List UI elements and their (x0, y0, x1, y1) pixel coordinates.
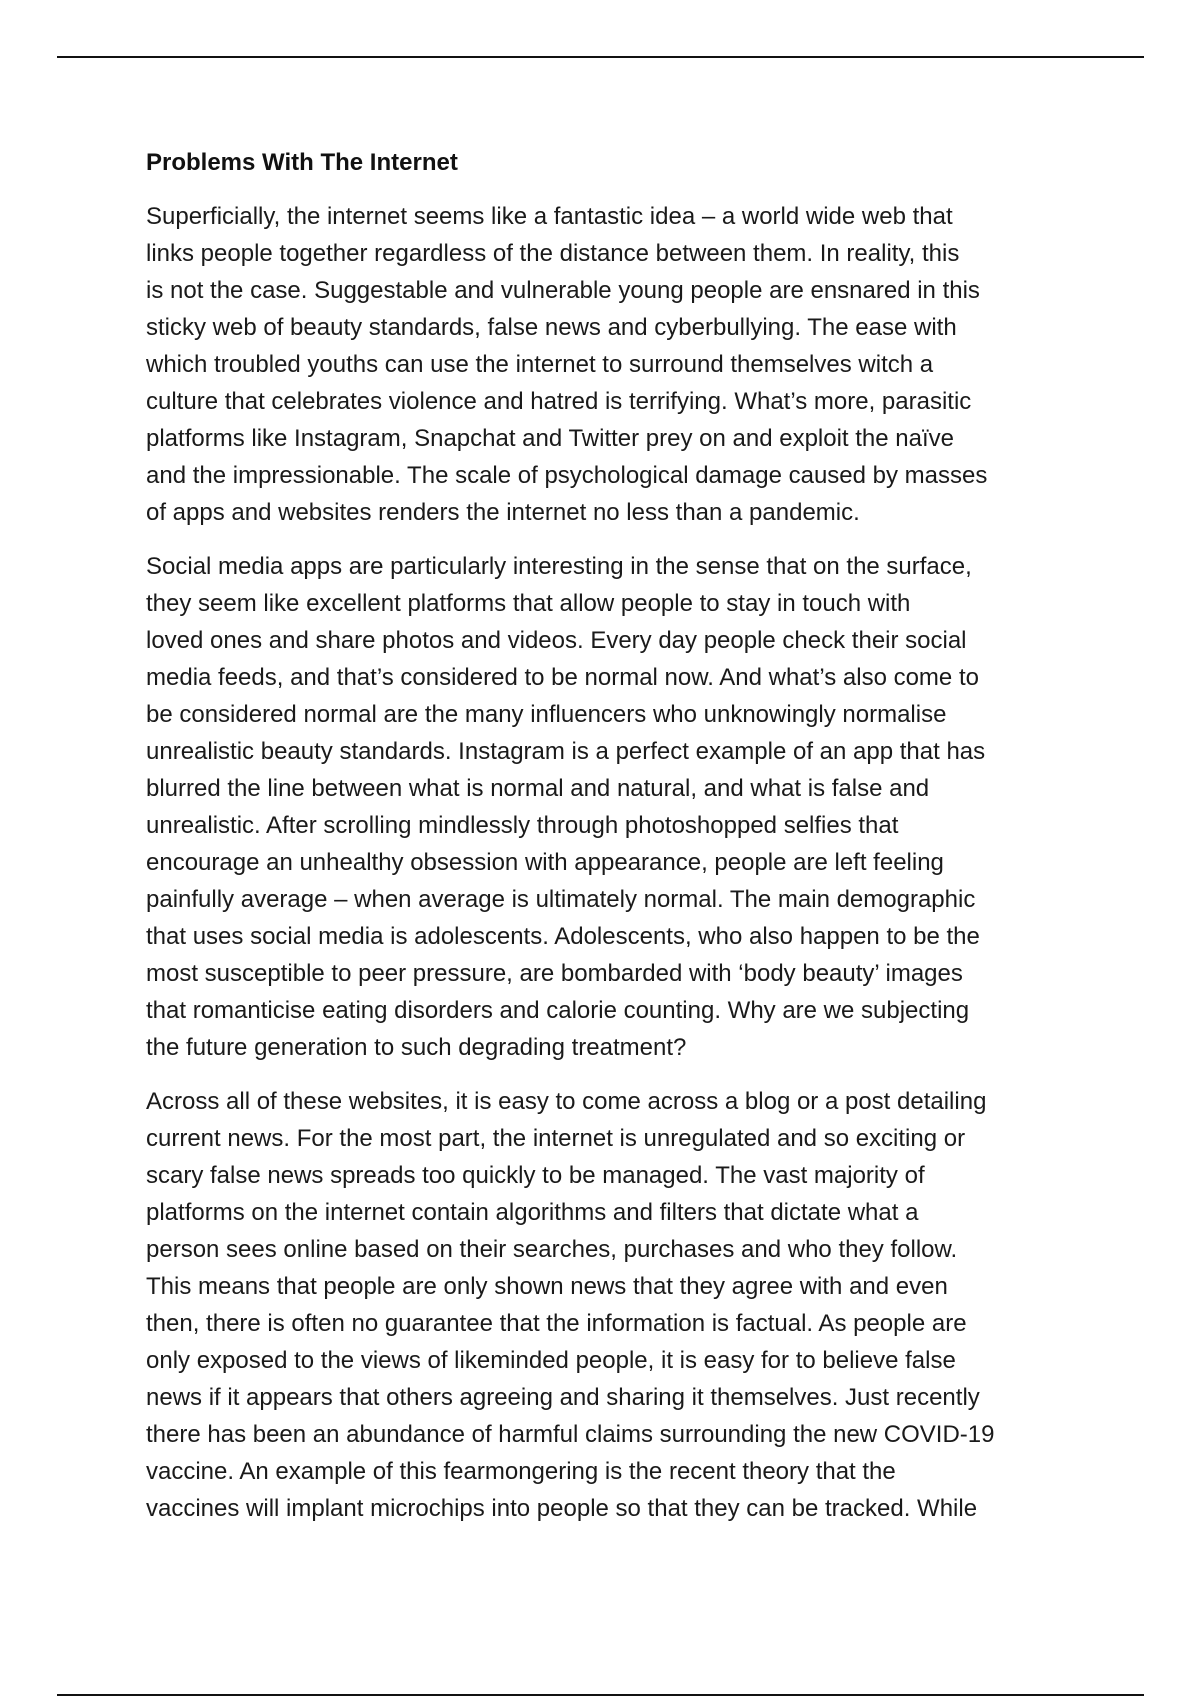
paragraph-line: most susceptible to peer pressure, are bombarded with ‘body beauty’ images (146, 960, 963, 987)
paragraph-line: links people together regardless of the distance between them. In reality, this (146, 240, 960, 267)
paragraph-line: is not the case. Suggestable and vulnerable young people are ensnared in this (146, 277, 980, 304)
document-title: Problems With The Internet (146, 149, 458, 176)
paragraph-line: current news. For the most part, the internet is unregulated and so exciting or (146, 1125, 966, 1152)
paragraph-line: vaccine. An example of this fearmongering is the recent theory that the (146, 1458, 896, 1485)
paragraph-3 (146, 1083, 1076, 1527)
paragraph-2 (146, 548, 1076, 1066)
paragraph-line: platforms on the internet contain algorithms and filters that dictate what a (146, 1199, 919, 1226)
paragraph-line: unrealistic. After scrolling mindlessly through photoshopped selfies that (146, 812, 899, 839)
paragraph-line: media feeds, and that’s considered to be normal now. And what’s also come to (146, 664, 979, 691)
paragraph-line: and the impressionable. The scale of psychological damage caused by masses (146, 462, 988, 489)
paragraph-line: culture that celebrates violence and hatred is terrifying. What’s more, parasitic (146, 388, 972, 415)
paragraph-line: platforms like Instagram, Snapchat and Twitter prey on and exploit the naïve (146, 425, 955, 452)
paragraph-line: painfully average – when average is ultimately normal. The main demographic (146, 886, 976, 913)
paragraph-line: encourage an unhealthy obsession with appearance, people are left feeling (146, 849, 944, 876)
paragraph-line: vaccines will implant microchips into people so that they can be tracked. While (146, 1495, 978, 1522)
paragraph-line: unrealistic beauty standards. Instagram is a perfect example of an app that has (146, 738, 986, 765)
paragraph-line: that romanticise eating disorders and calorie counting. Why are we subjecting (146, 997, 970, 1024)
paragraph-line: that uses social media is adolescents. Adolescents, who also happen to be the (146, 923, 980, 950)
document-body (146, 146, 1076, 1544)
paragraph-line: scary false news spreads too quickly to be managed. The vast majority of (146, 1162, 925, 1189)
paragraph-line: be considered normal are the many influencers who unknowingly normalise (146, 701, 947, 728)
paragraph-line: Across all of these websites, it is easy to come across a blog or a post detailing (146, 1088, 987, 1115)
paragraph-line: blurred the line between what is normal and natural, and what is false and (146, 775, 930, 802)
header-rule (57, 56, 1144, 58)
paragraph-line: there has been an abundance of harmful claims surrounding the new COVID-19 (146, 1421, 995, 1448)
paragraph-line: Superficially, the internet seems like a fantastic idea – a world wide web that (146, 203, 953, 230)
paragraph-line: sticky web of beauty standards, false news and cyberbullying. The ease with (146, 314, 957, 341)
paragraph-line: of apps and websites renders the internet no less than a pandemic. (146, 499, 860, 526)
paragraph-line: only exposed to the views of likeminded people, it is easy for to believe false (146, 1347, 956, 1374)
paragraph-line: news if it appears that others agreeing and sharing it themselves. Just recently (146, 1384, 980, 1411)
paragraph-line: Social media apps are particularly interesting in the sense that on the surface, (146, 553, 972, 580)
paragraph-line: then, there is often no guarantee that the information is factual. As people are (146, 1310, 967, 1337)
paragraph-line: loved ones and share photos and videos. Every day people check their social (146, 627, 967, 654)
paragraph-line: which troubled youths can use the internet to surround themselves witch a (146, 351, 934, 378)
paragraph-line: they seem like excellent platforms that allow people to stay in touch with (146, 590, 911, 617)
footer-rule (57, 1694, 1144, 1696)
paragraph-1 (146, 198, 1076, 531)
paragraph-line: the future generation to such degrading treatment? (146, 1034, 687, 1061)
paragraph-line: person sees online based on their searches, purchases and who they follow. (146, 1236, 958, 1263)
paragraph-line: This means that people are only shown news that they agree with and even (146, 1273, 948, 1300)
